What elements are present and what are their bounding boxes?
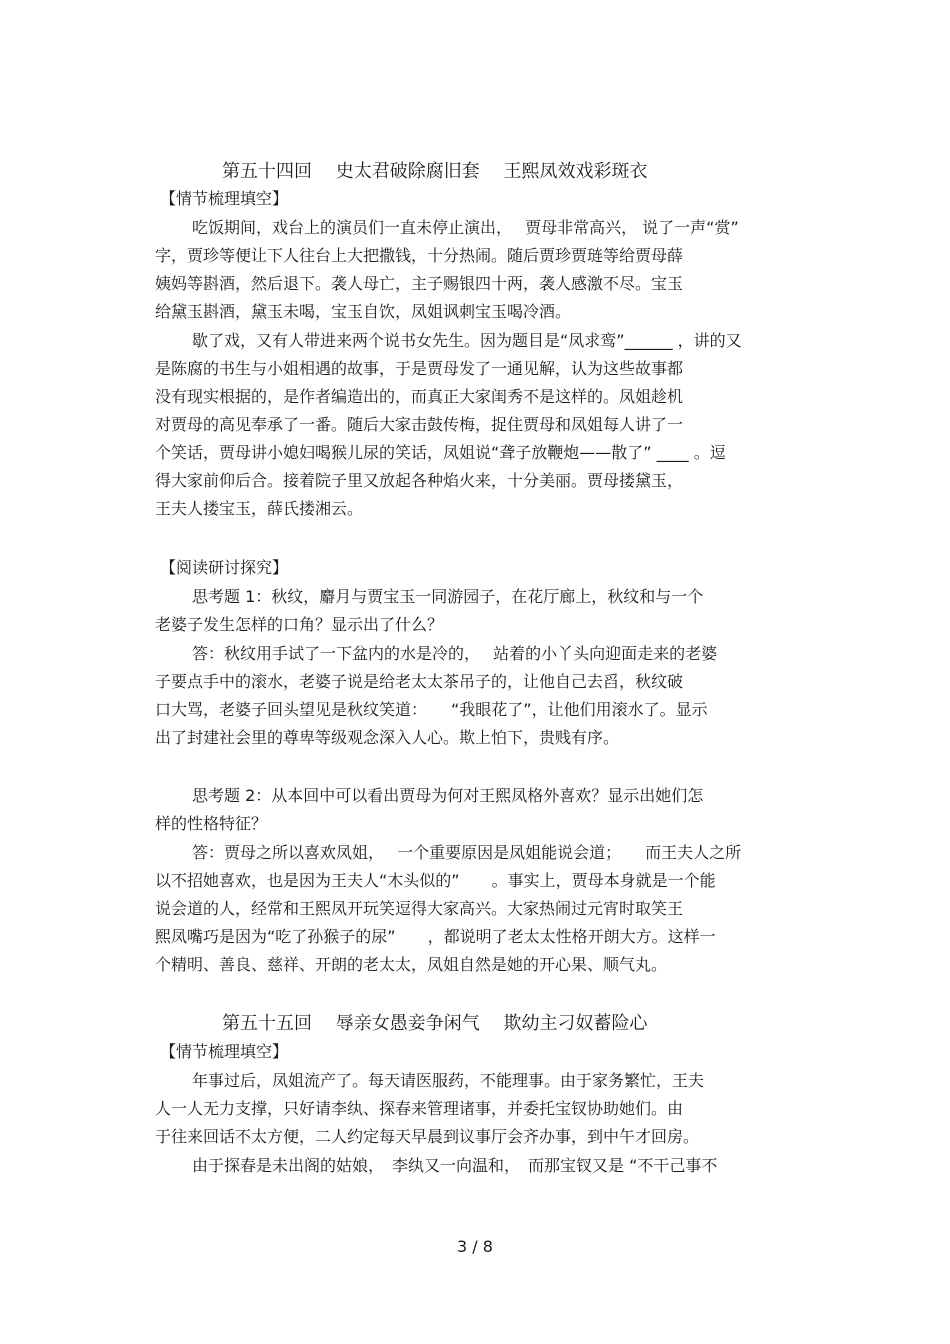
answer-line: 答：秋纹用手试了一下盆内的水是冷的， 站着的小丫头向迎面走来的老婆: [192, 644, 718, 663]
paragraph-line: 吃饭期间，戏台上的演员们一直未停止演出， 贾母非常高兴， 说了一声“赏”: [192, 218, 739, 237]
answer-line: 说会道的人，经常和王熙凤开玩笑逗得大家高兴。大家热闹过元宵时取笑王: [155, 899, 684, 918]
question-line: 思考题 2：从本回中可以看出贾母为何对王熙凤格外喜欢？显示出她们怎: [192, 786, 704, 805]
question-line: 样的性格特征？: [155, 814, 268, 833]
chapter-55-title: 第五十五回 辱亲女愚妾争闲气 欺幼主刁奴蓄险心: [222, 1013, 648, 1034]
section-heading-plot: 【情节梳理填空】: [160, 1042, 289, 1061]
paragraph-line: 没有现实根据的，是作者编造出的，而真正大家闺秀不是这样的。凤姐趁机: [155, 387, 684, 406]
paragraph-line: 歇了戏，又有人带进来两个说书女先生。因为题目是“凤求鸾”______ ，讲的又: [192, 331, 742, 350]
answer-line: 口大骂，老婆子回头望见是秋纹笑道： “我眼花了”，让他们用滚水了。显示: [155, 700, 708, 719]
paragraph-line: 得大家前仰后合。接着院子里又放起各种焰火来，十分美丽。贾母搂黛玉，: [155, 471, 684, 490]
paragraph-line: 由于探春是未出阁的姑娘， 李纨又一向温和， 而那宝钗又是 “不干己事不: [192, 1156, 718, 1175]
section-heading-plot: 【情节梳理填空】: [160, 189, 289, 208]
answer-line: 答：贾母之所以喜欢凤姐， 一个重要原因是凤姐能说会道； 而王夫人之所: [192, 843, 742, 862]
answer-line: 出了封建社会里的尊卑等级观念深入人心。欺上怕下，贵贱有序。: [155, 728, 620, 747]
paragraph-line: 王夫人搂宝玉，薛氏搂湘云。: [155, 499, 364, 518]
paragraph-line: 姨妈等斟酒，然后退下。袭人母亡，主子赐银四十两，袭人感激不尽。宝玉: [155, 274, 684, 293]
answer-line: 熙凤嘴巧是因为“吃了孙猴子的尿” ，都说明了老太太性格开朗大方。这样一: [155, 927, 716, 946]
answer-line: 个精明、善良、慈祥、开朗的老太太，凤姐自然是她的开心果、顺气丸。: [155, 955, 668, 974]
paragraph-line: 个笑话，贾母讲小媳妇喝猴儿尿的笑话，凤姐说“聋子放鞭炮——散了” ____ 。逗: [155, 443, 726, 462]
paragraph-line: 人一人无力支撑，只好请李纨、探春来管理诸事，并委托宝钗协助她们。由: [155, 1099, 684, 1118]
chapter-54-title: 第五十四回 史太君破除腐旧套 王熙凤效戏彩斑衣: [222, 161, 648, 182]
paragraph-line: 年事过后，凤姐流产了。每天请医服药，不能理事。由于家务繁忙，王夫: [192, 1071, 705, 1090]
section-heading-reading: 【阅读研讨探究】: [160, 558, 289, 577]
answer-line: 子要点手中的滚水，老婆子说是给老太太茶吊子的，让他自己去舀，秋纹破: [155, 672, 684, 691]
question-line: 思考题 1：秋纹，麝月与贾宝玉一同游园子，在花厅廊上，秋纹和与一个: [192, 587, 704, 606]
paragraph-line: 字，贾珍等便让下人往台上大把撒钱，十分热闹。随后贾珍贾琏等给贾母薛: [155, 246, 684, 265]
question-line: 老婆子发生怎样的口角？显示出了什么？: [155, 615, 444, 634]
page-number: 3 / 8: [457, 1237, 493, 1256]
paragraph-line: 给黛玉斟酒，黛玉未喝，宝玉自饮，凤姐讽刺宝玉喝冷酒。: [155, 302, 572, 321]
paragraph-line: 于往来回话不太方便，二人约定每天早晨到议事厅会齐办事，到中午才回房。: [155, 1127, 700, 1146]
answer-line: 以不招她喜欢，也是因为王夫人“木头似的” 。事实上，贾母本身就是一个能: [155, 871, 716, 890]
paragraph-line: 对贾母的高见奉承了一番。随后大家击鼓传梅，捉住贾母和凤姐每人讲了一: [155, 415, 684, 434]
paragraph-line: 是陈腐的书生与小姐相遇的故事，于是贾母发了一通见解，认为这些故事都: [155, 359, 684, 378]
